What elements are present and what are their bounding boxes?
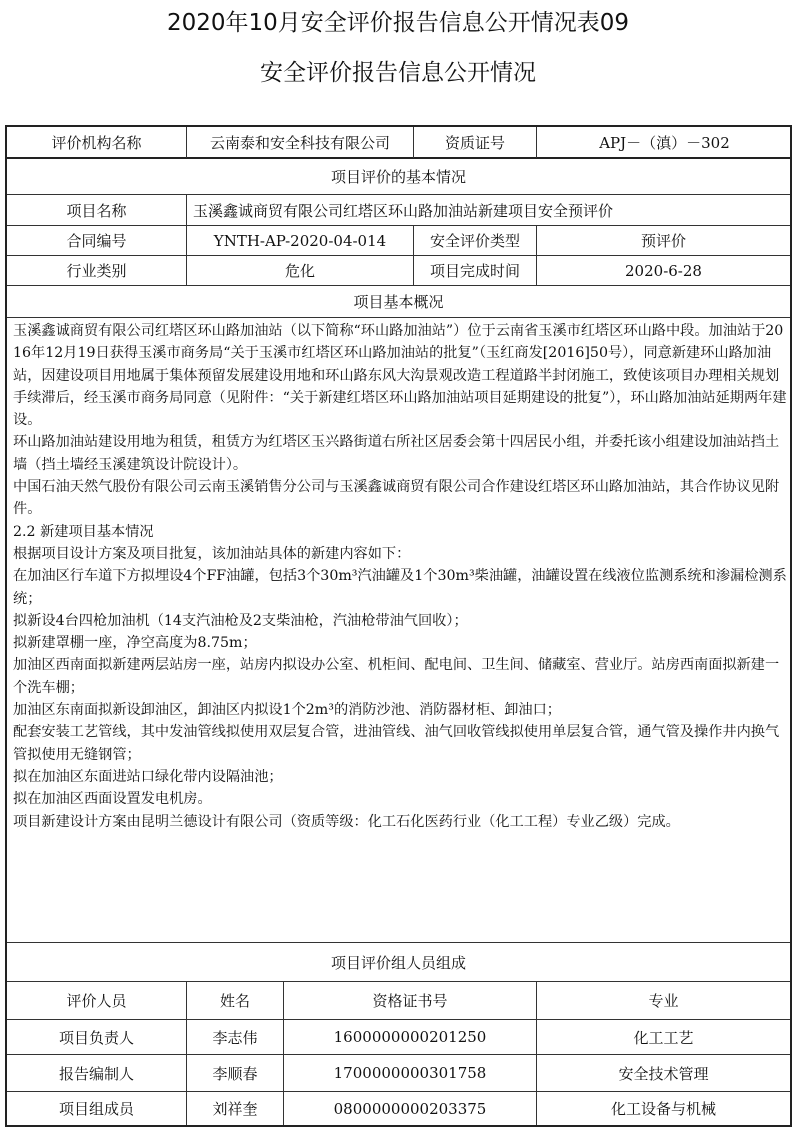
team-header-name: 姓名 <box>219 992 250 1010</box>
team-row-name: 刘祥奎 <box>212 1100 258 1118</box>
divider <box>536 127 537 158</box>
team-row-specialty: 化工设备与机械 <box>610 1100 716 1118</box>
disclosure-table <box>5 125 792 1127</box>
team-header-specialty: 专业 <box>648 992 679 1010</box>
cert-value: APJ－（滇）－302 <box>599 133 730 152</box>
org-value: 云南泰和安全科技有限公司 <box>209 133 390 152</box>
overview-paragraph: 拟新建罩棚一座，净空高度为8.75m； <box>13 635 257 652</box>
overview-paragraph: 环山路加油站建设用地为租赁，租赁方为红塔区玉兴路街道右所社区居委会第十四居民小组，并委托该小组建设加油站挡土墙（挡土墙经玉溪建筑设计院设计）。 <box>13 434 780 473</box>
team-row-specialty: 安全技术管理 <box>618 1064 709 1083</box>
overview-paragraph: 拟新设4台四枪加油机（14支汽油枪及2支柴油枪，汽油枪带油气回收）； <box>13 612 468 629</box>
team-row-cert: 1600000000201250 <box>333 1028 487 1046</box>
team-row-specialty: 化工工艺 <box>633 1028 694 1047</box>
team-row-cert: 1700000000301758 <box>333 1064 487 1082</box>
overview-paragraph: 根据项目设计方案及项目批复，该加油站具体的新建内容如下： <box>13 545 411 562</box>
divider <box>283 982 284 1125</box>
project-name-value: 玉溪鑫诚商贸有限公司红塔区环山路加油站新建项目安全预评价 <box>193 201 614 220</box>
industry-value: 危化 <box>284 262 315 280</box>
team-row-role: 项目组成员 <box>58 1100 134 1118</box>
completion-date-value: 2020-6-28 <box>625 261 702 280</box>
basic-section-title: 项目评价的基本情况 <box>330 168 466 186</box>
overview-paragraph: 加油区东南面拟新设卸油区，卸油区内拟设1个2m³的消防沙池、消防器材柜、卸油口； <box>13 702 561 719</box>
overview-paragraph: 拟在加油区西面设置发电机房。 <box>13 791 212 808</box>
assessment-type-value: 预评价 <box>640 232 686 250</box>
document-subtitle: 安全评价报告信息公开情况 <box>260 60 536 86</box>
overview-paragraph: 加油区西南面拟新建两层站房一座，站房内拟设办公室、机柜间、配电间、卫生间、储藏室、营业厅。站房西南面拟新建一个洗车棚； <box>13 657 780 696</box>
team-section-title: 项目评价组人员组成 <box>330 953 466 972</box>
overview-paragraph: 2.2 新建项目基本情况 <box>13 523 154 540</box>
divider <box>536 226 537 286</box>
divider <box>536 982 537 1125</box>
overview-paragraph: 中国石油天然气股份有限公司云南玉溪销售分公司与玉溪鑫诚商贸有限公司合作建设红塔区环山路加油站，其合作协议见附件。 <box>13 479 780 518</box>
cert-label: 资质证号 <box>444 133 505 152</box>
divider <box>186 127 187 158</box>
team-row-name: 李顺春 <box>212 1064 258 1083</box>
completion-date-label: 项目完成时间 <box>429 262 520 280</box>
divider <box>413 226 414 286</box>
overview-paragraph: 拟在加油区东面进站口绿化带内设隔油池； <box>13 768 283 785</box>
contract-label: 合同编号 <box>66 232 127 250</box>
contract-value: YNTH-AP-2020-04-014 <box>213 231 387 250</box>
team-row-cert: 0800000000203375 <box>333 1099 487 1118</box>
team-header-role: 评价人员 <box>66 992 127 1010</box>
overview-section-title: 项目基本概况 <box>353 293 444 311</box>
team-row-role: 报告编制人 <box>58 1064 134 1083</box>
overview-paragraph: 项目新建设计方案由昆明兰德设计有限公司（资质等级：化工石化医药行业（化工工程）专业乙级）完成。 <box>13 813 680 830</box>
org-label: 评价机构名称 <box>51 133 142 152</box>
team-header-cert: 资格证书号 <box>372 992 448 1010</box>
document-title: 2020年10月安全评价报告信息公开情况表09 <box>166 10 630 36</box>
overview-paragraph: 在加油区行车道下方拟埋设4个FF油罐，包括3个30m³汽油罐及1个30m³柴油罐，油罐设置在线液位监测系统和渗漏检测系统； <box>13 568 787 607</box>
team-row-role: 项目负责人 <box>58 1028 134 1047</box>
divider <box>186 195 187 286</box>
overview-paragraph: 配套安装工艺管线，其中发油管线拟使用双层复合管，进油管线、油气回收管线拟使用单层复合管，通气管及操作井内换气管拟使用无缝钢管； <box>13 724 780 763</box>
divider <box>7 317 790 318</box>
industry-label: 行业类别 <box>66 262 127 280</box>
assessment-type-label: 安全评价类型 <box>429 232 520 250</box>
divider <box>413 127 414 158</box>
divider <box>186 982 187 1125</box>
overview-body <box>13 320 787 833</box>
team-row-name: 李志伟 <box>212 1028 258 1047</box>
project-name-label: 项目名称 <box>66 201 127 220</box>
overview-paragraph: 玉溪鑫诚商贸有限公司红塔区环山路加油站（以下简称“环山路加油站”）位于云南省玉溪市红塔区环山路中段。加油站于2016年12月19日获得玉溪市商务局“关于玉溪市红塔区环山路加油站的批复”（玉红商发[2016]50号），同意新建环山路加油站，因建设项目用地属于集体预留发展建设用地和环山路东风大沟景观改造工程道路半封闭施工，致使该项目办理相关规划手续滞后，经玉溪市商务局同意（见附件：“关于新建红塔区环山路加油站项目延期建设的批复”），环山路加油站延期两年建设。 <box>13 323 787 429</box>
